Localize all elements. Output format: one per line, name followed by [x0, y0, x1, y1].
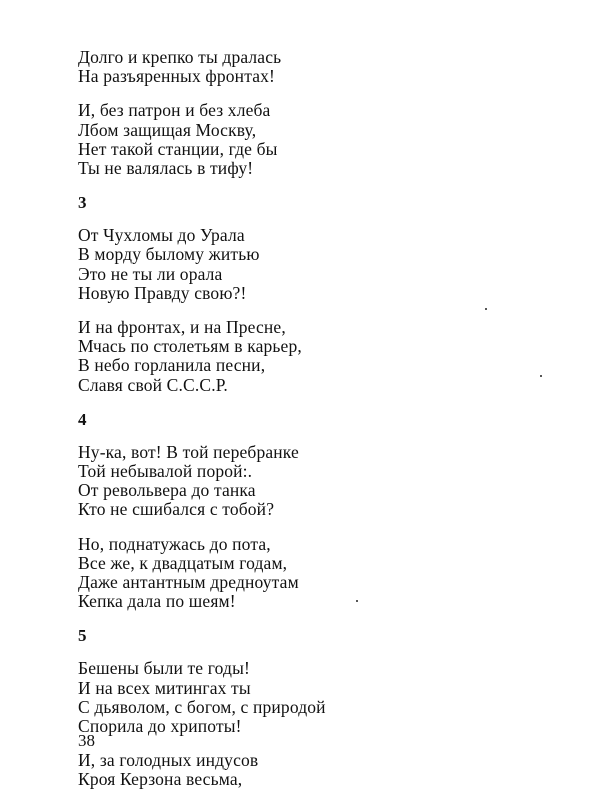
stanza-5-2 [78, 751, 538, 789]
poem-line: И на всех митингах ты [78, 677, 251, 698]
poem-line: Кепка дала по шеям! [78, 591, 236, 612]
poem-line: Кроя Керзона весьма, [78, 769, 243, 790]
poem-line: Все же, к двадцатым годам, [78, 552, 288, 573]
poem-line: В небо горланила песни, [78, 355, 266, 376]
poem-line: Ну-ка, вот! В той перебранке [78, 441, 299, 462]
poem-line: Это не ты ли орала [78, 263, 223, 284]
poem-line: От револьвера до танка [78, 480, 256, 501]
poem-line: С дьяволом, с богом, с природой [78, 696, 326, 717]
poem-line: И, без патрон и без хлеба [78, 100, 271, 121]
poem-line: Мчась по столетьям в карьер, [78, 336, 302, 357]
poem-line: Спорила до хрипоты! [78, 716, 242, 737]
stanza-3-2 [78, 318, 538, 395]
poem-line: И на фронтах, и на Пресне, [78, 317, 286, 338]
section-number-3: 3 [78, 193, 87, 213]
poem-line: Ты не валялась в тифу! [78, 158, 254, 179]
poem-line: Долго и крепко ты дралась [78, 47, 282, 67]
scan-speck [485, 308, 487, 310]
scan-speck [356, 600, 358, 602]
poem-line: Но, поднатужась до пота, [78, 533, 271, 554]
poem-line: Кто не сшибался с тобой? [78, 499, 275, 520]
scan-speck [540, 375, 542, 377]
poem-line: Новую Правду свою?! [78, 282, 247, 303]
stanza-4-1 [78, 443, 538, 520]
stanza-5-1 [78, 659, 538, 736]
poem-line: От Чухломы до Урала [78, 225, 245, 246]
stanza-intro-1 [78, 48, 538, 86]
poem-line: В морду былому житью [78, 244, 260, 265]
poem-line: Той небывалой порой:. [78, 461, 253, 482]
stanza-intro-2 [78, 101, 538, 178]
poem-line: Бешены были те годы! [78, 658, 250, 679]
poem-line: Нет такой станции, где бы [78, 138, 278, 159]
poem-line: Славя свой С.С.С.Р. [78, 374, 228, 395]
poem-line: На разъяренных фронтах! [78, 66, 276, 87]
section-number-5: 5 [78, 626, 87, 646]
poem-line: Даже антантным дредноутам [78, 572, 299, 593]
poem-line: И, за голодных индусов [78, 750, 259, 771]
section-number-4: 4 [78, 409, 87, 429]
poem-text [78, 48, 538, 805]
stanza-3-1 [78, 226, 538, 303]
stanza-4-2 [78, 535, 538, 612]
poem-line: Лбом защищая Москву, [78, 119, 257, 140]
page-number: 38 [78, 731, 95, 750]
